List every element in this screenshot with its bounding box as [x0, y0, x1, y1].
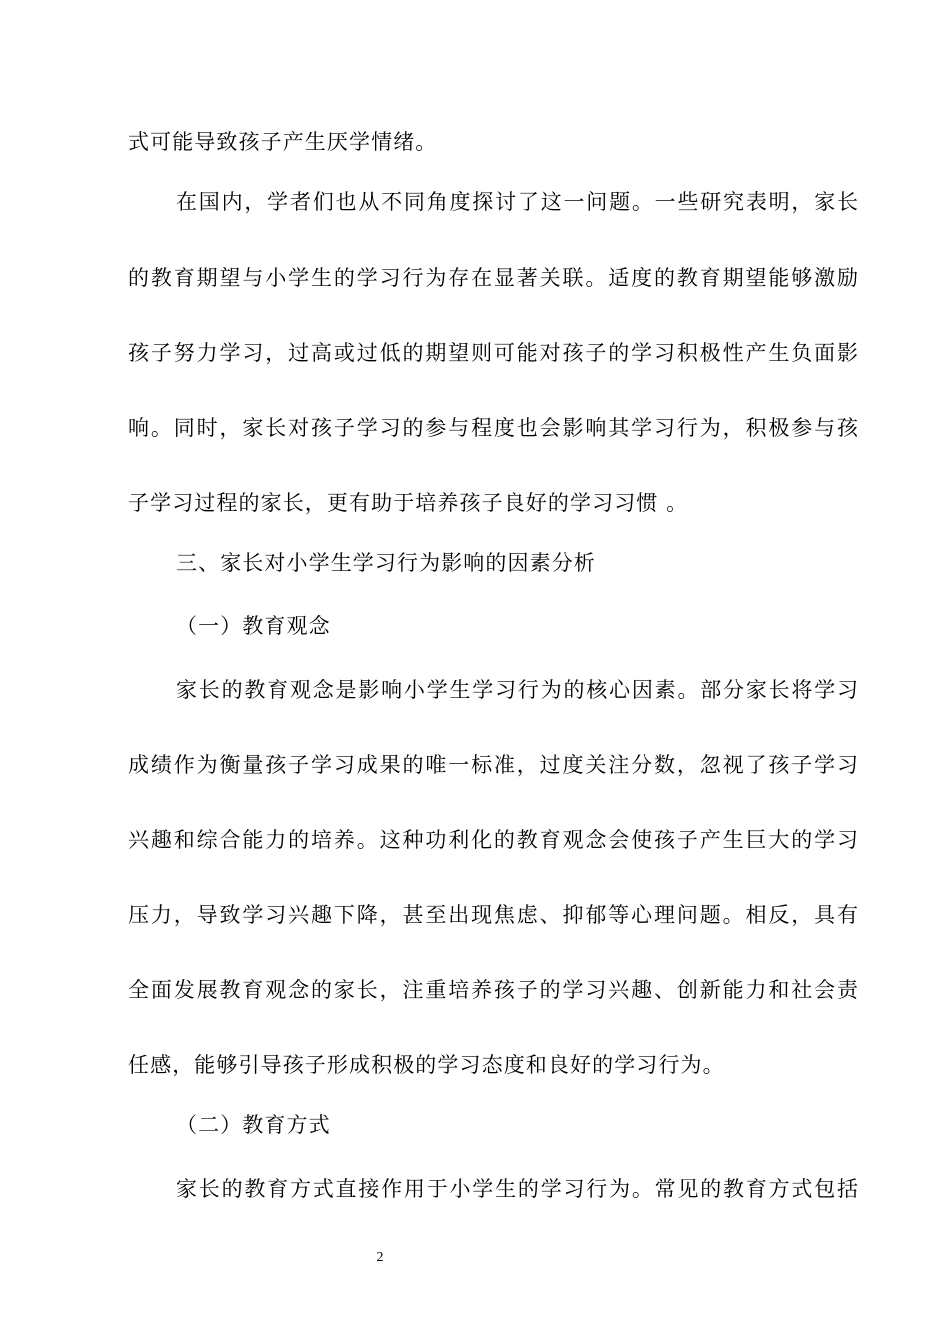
paragraph-line: 式可能导致孩子产生厌学情绪。 [128, 130, 438, 154]
subsection-heading: （二）教育方式 [176, 1113, 331, 1137]
paragraph-line: 成绩作为衡量孩子学习成果的唯一标准，过度关注分数，忽视了孩子学习 [128, 753, 858, 777]
paragraph-line: 兴趣和综合能力的培养。这种功利化的教育观念会使孩子产生巨大的学习 [128, 828, 858, 852]
subsection-heading: （一）教育观念 [176, 614, 331, 638]
paragraph-line: 的教育期望与小学生的学习行为存在显著关联。适度的教育期望能够激励 [128, 266, 858, 290]
paragraph-line: 任感，能够引导孩子形成积极的学习态度和良好的学习行为。 [128, 1053, 725, 1077]
paragraph-line: 响。同时，家长对孩子学习的参与程度也会影响其学习行为，积极参与孩 [128, 416, 858, 440]
paragraph-line: 子学习过程的家长，更有助于培养孩子良好的学习习惯 。 [128, 491, 689, 515]
section-heading: 三、家长对小学生学习行为影响的因素分析 [176, 551, 596, 575]
paragraph-line: 家长的教育方式直接作用于小学生的学习行为。常见的教育方式包括 [176, 1177, 858, 1201]
paragraph-line: 在国内，学者们也从不同角度探讨了这一问题。一些研究表明，家长 [176, 190, 858, 214]
paragraph-line: 压力，导致学习兴趣下降，甚至出现焦虑、抑郁等心理问题。相反，具有 [128, 903, 858, 927]
page-number: 2 [376, 1250, 384, 1265]
paragraph-line: 孩子努力学习，过高或过低的期望则可能对孩子的学习积极性产生负面影 [128, 341, 858, 365]
paragraph-line: 全面发展教育观念的家长，注重培养孩子的学习兴趣、创新能力和社会责 [128, 978, 858, 1002]
paragraph-line: 家长的教育观念是影响小学生学习行为的核心因素。部分家长将学习 [176, 678, 858, 702]
